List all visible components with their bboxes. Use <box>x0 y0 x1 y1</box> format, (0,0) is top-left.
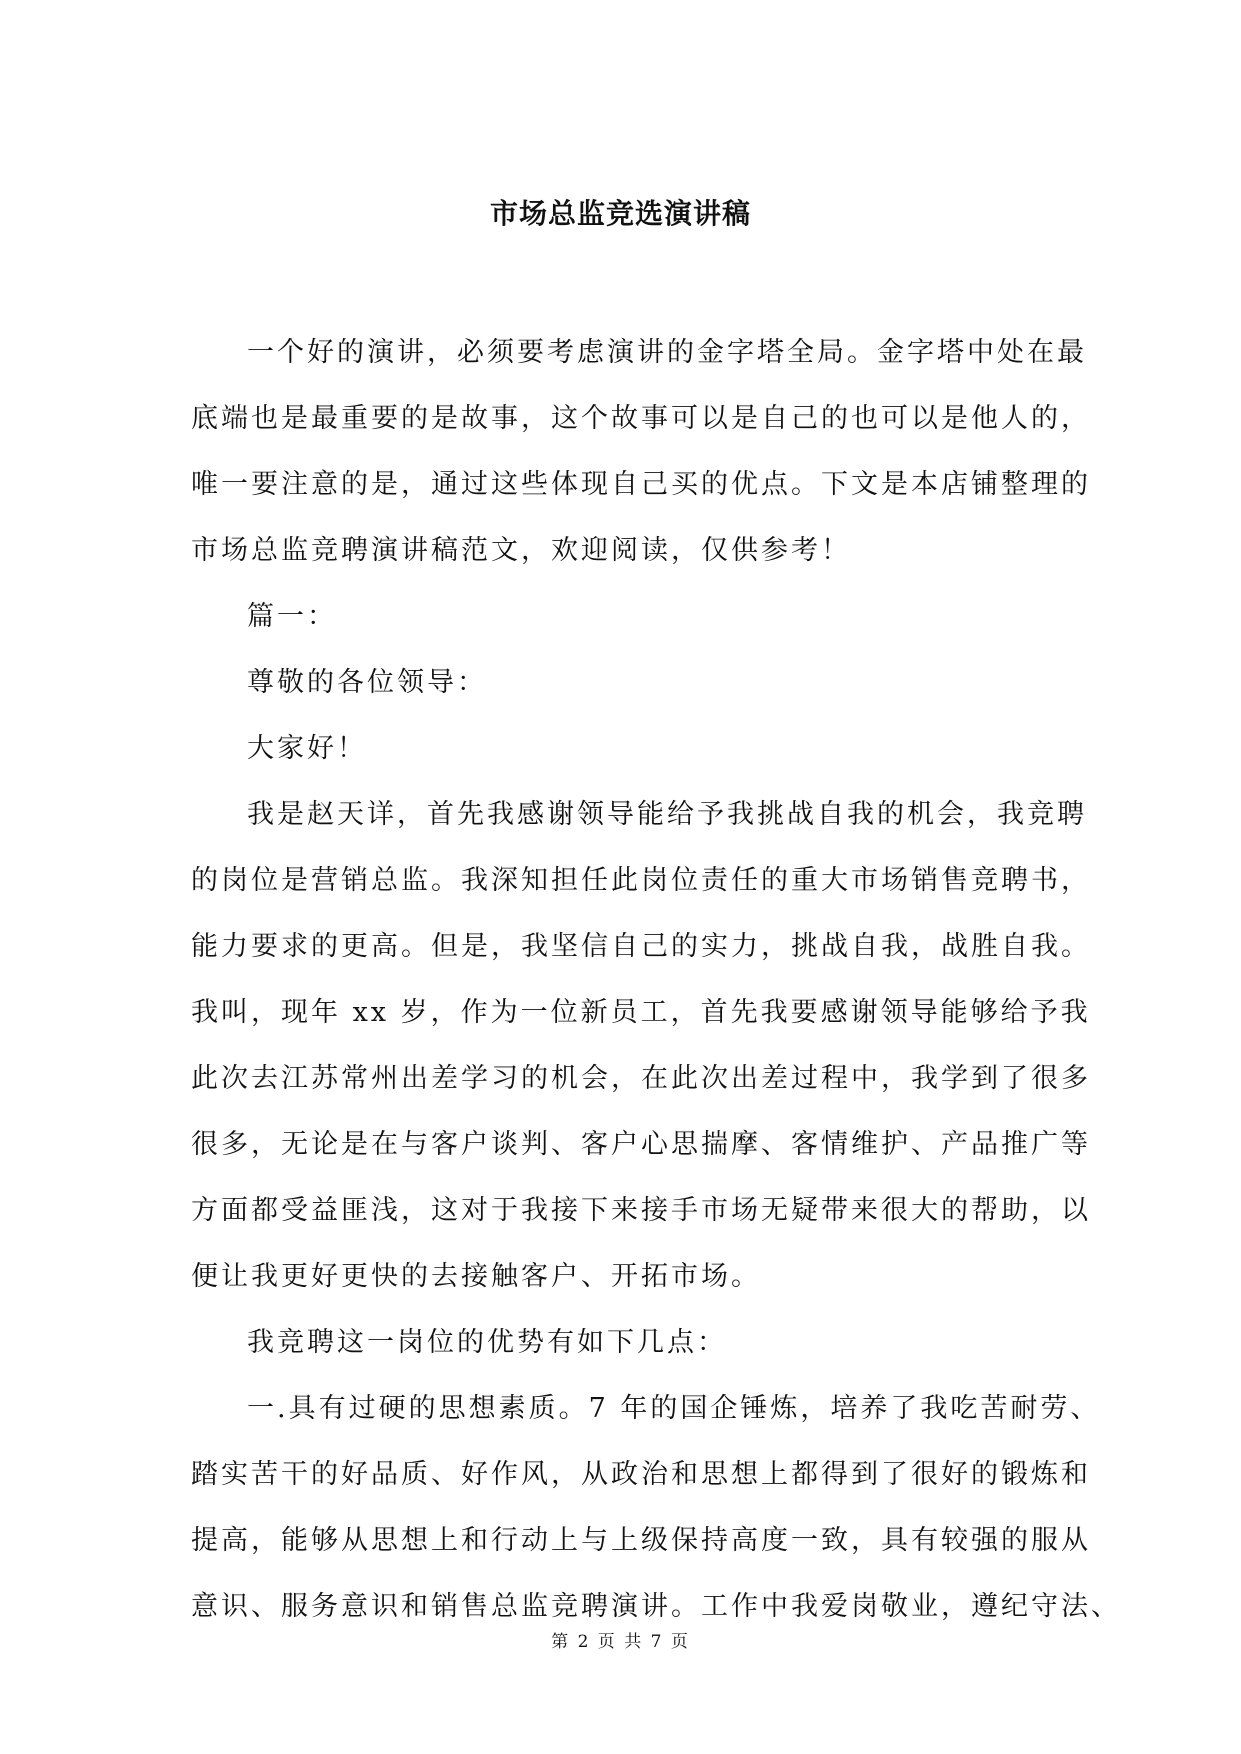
salutation <box>191 650 1053 716</box>
paragraph-line: 我竞聘这一岗位的优势有如下几点： <box>247 1327 727 1358</box>
paragraph-line: 一.具有过硬的思想素质。7 年的国企锤炼，培养了我吃苦耐劳、 <box>247 1393 1101 1424</box>
advantage-one-paragraph <box>191 1376 1121 1640</box>
page-number-footer: 第 2 页 共 7 页 <box>551 1632 690 1652</box>
paragraph-line: 尊敬的各位领导： <box>247 667 487 698</box>
paragraph-line: 一个好的演讲，必须要考虑演讲的金字塔全局。金字塔中处在最 <box>247 337 1087 368</box>
advantages-intro <box>191 1310 1053 1376</box>
paragraph-line: 我叫，现年 xx 岁，作为一位新员工，首先我要感谢领导能够给予我 <box>191 997 1091 1028</box>
paragraph-line: 能力要求的更高。但是，我坚信自己的实力，挑战自我，战胜自我。 <box>191 931 1091 962</box>
paragraph-line: 方面都受益匪浅，这对于我接下来接手市场无疑带来很大的帮助，以 <box>191 1195 1091 1226</box>
paragraph-line: 我是赵天详，首先我感谢领导能给予我挑战自我的机会，我竞聘 <box>247 799 1087 830</box>
document-title: 市场总监竞选演讲稿 <box>489 197 751 230</box>
paragraph-line: 意识、服务意识和销售总监竞聘演讲。工作中我爱岗敬业，遵纪守法、 <box>191 1591 1121 1622</box>
paragraph-line: 篇一： <box>247 601 337 632</box>
intro-paragraph <box>191 320 1091 584</box>
paragraph-line: 踏实苦干的好品质、好作风，从政治和思想上都得到了很好的锻炼和 <box>191 1459 1091 1490</box>
paragraph-line: 提高，能够从思想上和行动上与上级保持高度一致，具有较强的服从 <box>191 1525 1091 1556</box>
paragraph-line: 便让我更好更快的去接触客户、开拓市场。 <box>191 1261 761 1292</box>
section-heading <box>191 584 1053 650</box>
paragraph-line: 的岗位是营销总监。我深知担任此岗位责任的重大市场销售竞聘书， <box>191 865 1091 896</box>
self-introduction-paragraph <box>191 782 1091 1310</box>
paragraph-line: 唯一要注意的是，通过这些体现自己买的优点。下文是本店铺整理的 <box>191 469 1091 500</box>
paragraph-line: 很多，无论是在与客户谈判、客户心思揣摩、客情维护、产品推广等 <box>191 1129 1091 1160</box>
document-body <box>191 320 1121 1640</box>
paragraph-line: 大家好！ <box>247 733 367 764</box>
greeting <box>191 716 1053 782</box>
paragraph-line: 底端也是最重要的是故事，这个故事可以是自己的也可以是他人的， <box>191 403 1091 434</box>
paragraph-line: 此次去江苏常州出差学习的机会，在此次出差过程中，我学到了很多 <box>191 1063 1091 1094</box>
paragraph-line: 市场总监竞聘演讲稿范文，欢迎阅读，仅供参考！ <box>191 535 851 566</box>
